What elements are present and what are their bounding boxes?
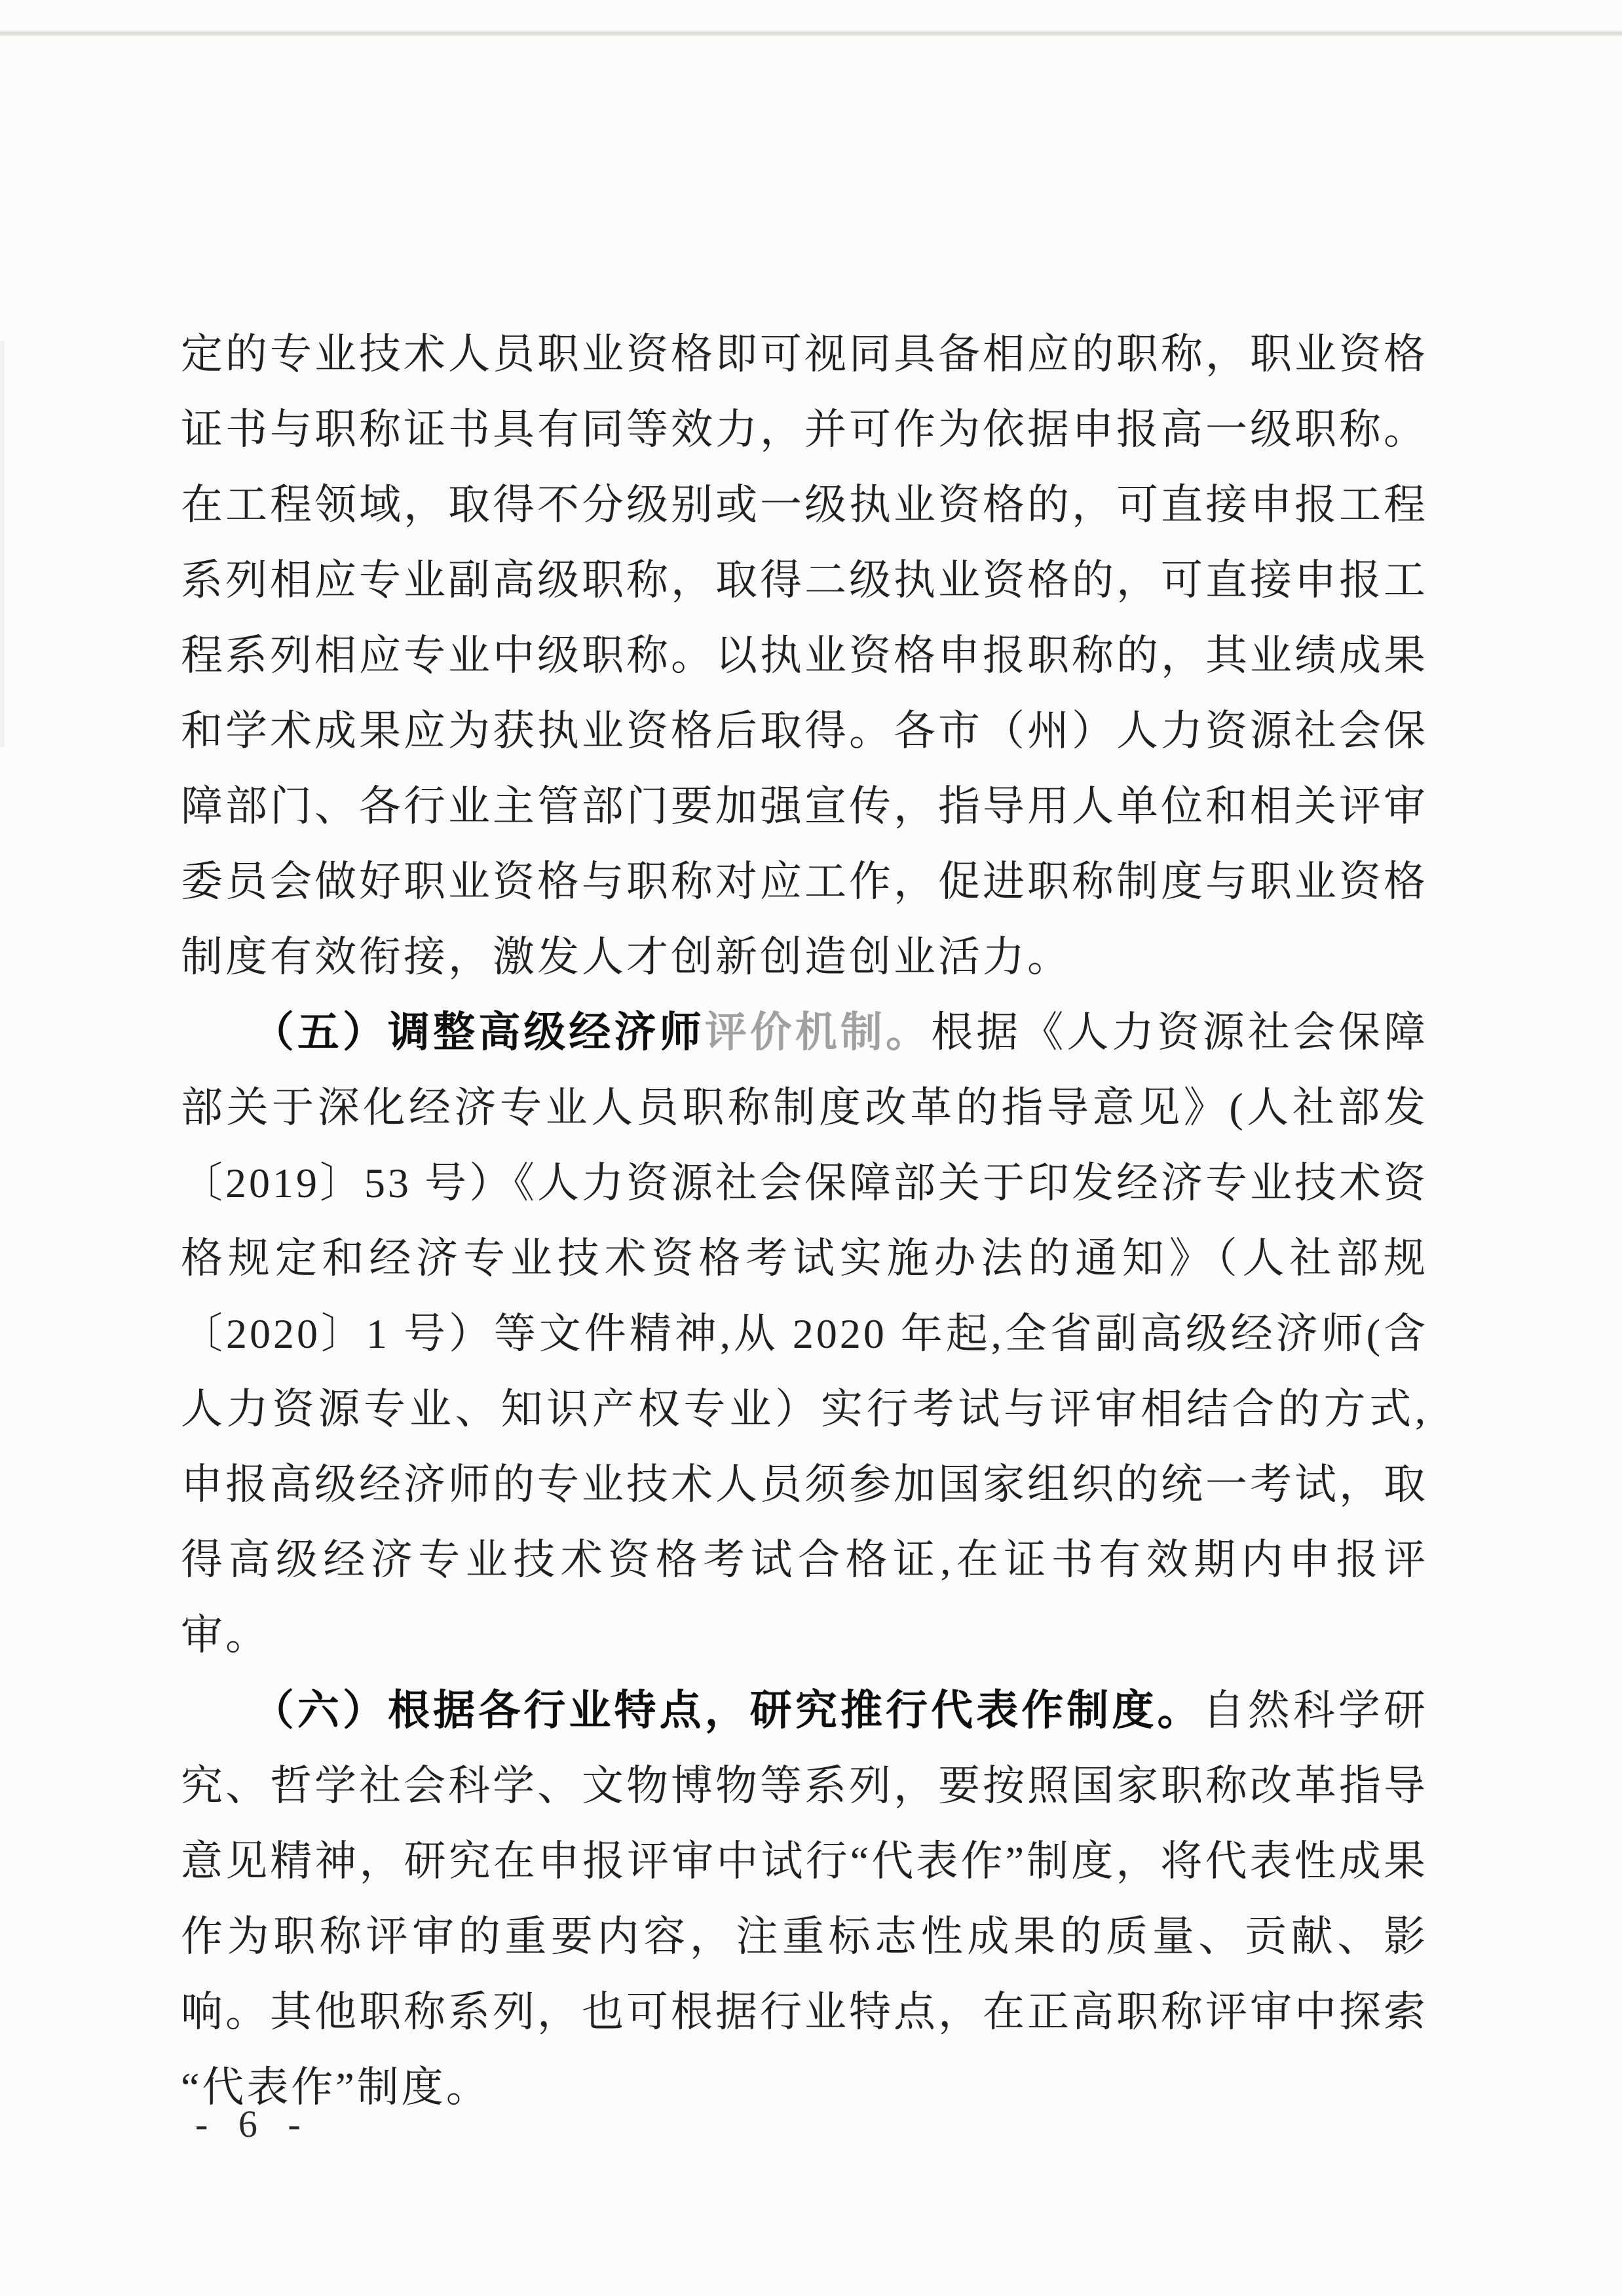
page-number: - 6 - <box>195 2103 311 2145</box>
paragraph-continuation <box>181 316 1428 995</box>
scan-left-edge-artifact <box>0 341 5 747</box>
page-footer <box>195 2102 311 2146</box>
paragraph-item-6 <box>181 1673 1428 2125</box>
text-segment-bold-faded: 评价机制。 <box>704 1009 932 1056</box>
scan-edge-artifact <box>0 30 1622 36</box>
text-segment-bold: （六）根据各行业特点，研究推行代表作制度。 <box>252 1687 1203 1734</box>
text-segment-normal: 定的专业技术人员职业资格即可视同具备相应的职称，职业资格证书与职称证书具有同等效力，并可作为依据申报高一级职称。在工程领域，取得不分级别或一级执业资格的，可直接申报工程系列相应专业副高级职称，取得二级执业资格的，可直接申报工程系列相应专业中级职称。以执业资格申报职称的，其业绩成果和学术成果应为获执业资格后取得。各市（州）人力资源社会保障部门、各行业主管部门要加强宣传，指导用人单位和相关评审委员会做好职业资格与职称对应工作，促进职称制度与职业资格制度有效衔接，激发人才创新创造创业活力。 <box>181 331 1428 980</box>
text-segment-normal: 根据《人力资源社会保障部关于深化经济专业人员职称制度改革的指导意见》(人社部发〔2019〕53 号）《人力资源社会保障部关于印发经济专业技术资格规定和经济专业技术资格考试实施办法的通知》（人社部规〔2020〕1 号）等文件精神,从 2020 年起,全省副高级经济师(含人力资源专业、知识产权专业）实行考试与评审相结合的方式,申报高级经济师的专业技术人员须参加国家组织的统一考试，取得高级经济专业技术资格考试合格证,在证书有效期内申报评审。 <box>181 1009 1429 1658</box>
text-segment-normal: 自然科学研究、哲学社会科学、文物博物等系列，要按照国家职称改革指导意见精神，研究在申报评审中试行“代表作”制度，将代表性成果作为职称评审的重要内容，注重标志性成果的质量、贡献、影响。其他职称系列，也可根据行业特点，在正高职称评审中探索“代表作”制度。 <box>181 1687 1429 2111</box>
text-segment-bold: （五）调整高级经济师 <box>252 1009 705 1056</box>
document-text-area <box>181 316 1428 2125</box>
paragraph-item-5 <box>181 995 1428 1673</box>
